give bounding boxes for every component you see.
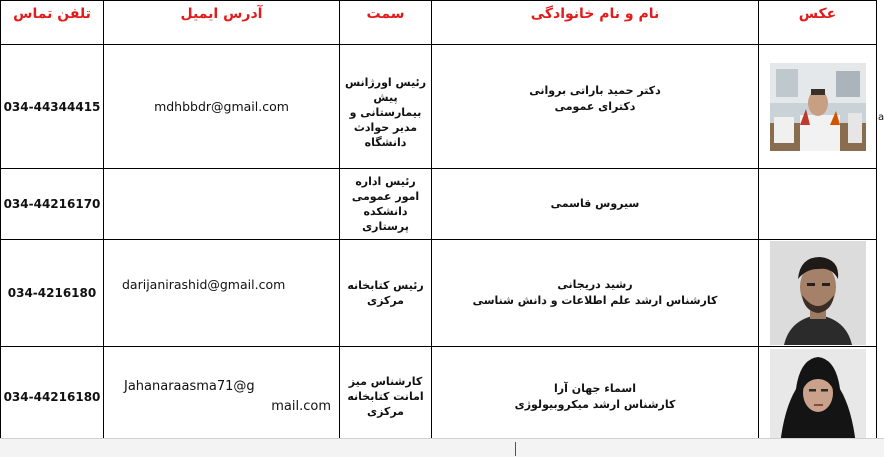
header-name: نام و نام خانوادگی	[432, 1, 759, 45]
email-cell[interactable]: mdhbbdr@gmail.com	[104, 45, 340, 169]
table-row	[1, 347, 877, 447]
photo-cell	[759, 45, 877, 169]
person-photo	[770, 349, 866, 445]
photo-cell	[759, 240, 877, 347]
header-email: آدرس ایمیل	[104, 1, 340, 45]
person-photo	[770, 241, 866, 345]
email-cell[interactable]	[104, 347, 340, 447]
email-line: mail.com	[271, 398, 331, 414]
bottom-bar	[0, 438, 884, 457]
name-cell	[432, 169, 759, 240]
position-cell: رئیس اداره امور عمومی دانشکده پرستاری	[340, 169, 432, 240]
email-cell[interactable]: darijanirashid@gmail.com	[104, 240, 340, 347]
person-photo	[770, 63, 866, 151]
header-row	[1, 1, 877, 45]
person-name: رشید دریجانی	[557, 278, 633, 291]
header-photo: عکس	[759, 1, 877, 45]
phone-cell: 034-44344415	[1, 45, 104, 169]
header-phone: تلفن تماس	[1, 1, 104, 45]
person-title: کارشناس ارشد میکروبیولوژی	[514, 397, 676, 411]
name-cell	[432, 240, 759, 347]
phone-cell: 034-44216170	[1, 169, 104, 240]
photo-cell	[759, 169, 877, 240]
position-cell: رئیس کتابخانه مرکزی	[340, 240, 432, 347]
position-cell: رئیس اورژانس پیش بیمارستانی و مدیر حوادث دانشگاه	[340, 45, 432, 169]
person-name: دکتر حمید باراتی بروانی	[529, 84, 661, 97]
email-cell[interactable]	[104, 169, 340, 240]
table-row	[1, 240, 877, 347]
position-cell: کارشناس میز امانت کتابخانه مرکزی	[340, 347, 432, 447]
photo-cell	[759, 347, 877, 447]
name-cell	[432, 347, 759, 447]
person-title: دکترای عمومی	[554, 100, 636, 113]
name-cell	[432, 45, 759, 169]
table-row	[1, 45, 877, 169]
person-name: سیروس قاسمی	[550, 197, 640, 210]
person-name: اسماء جهان آرا	[554, 381, 636, 395]
email-line: Jahanaraasma71@g	[124, 378, 255, 394]
edge-text: a	[878, 112, 884, 123]
person-title: کارشناس ارشد علم اطلاعات و دانش شناسی	[472, 294, 718, 307]
table-row	[1, 169, 877, 240]
bottom-divider	[515, 442, 516, 456]
header-position: سمت	[340, 1, 432, 45]
phone-cell: 034-4216180	[1, 240, 104, 347]
phone-cell: 034-44216180	[1, 347, 104, 447]
